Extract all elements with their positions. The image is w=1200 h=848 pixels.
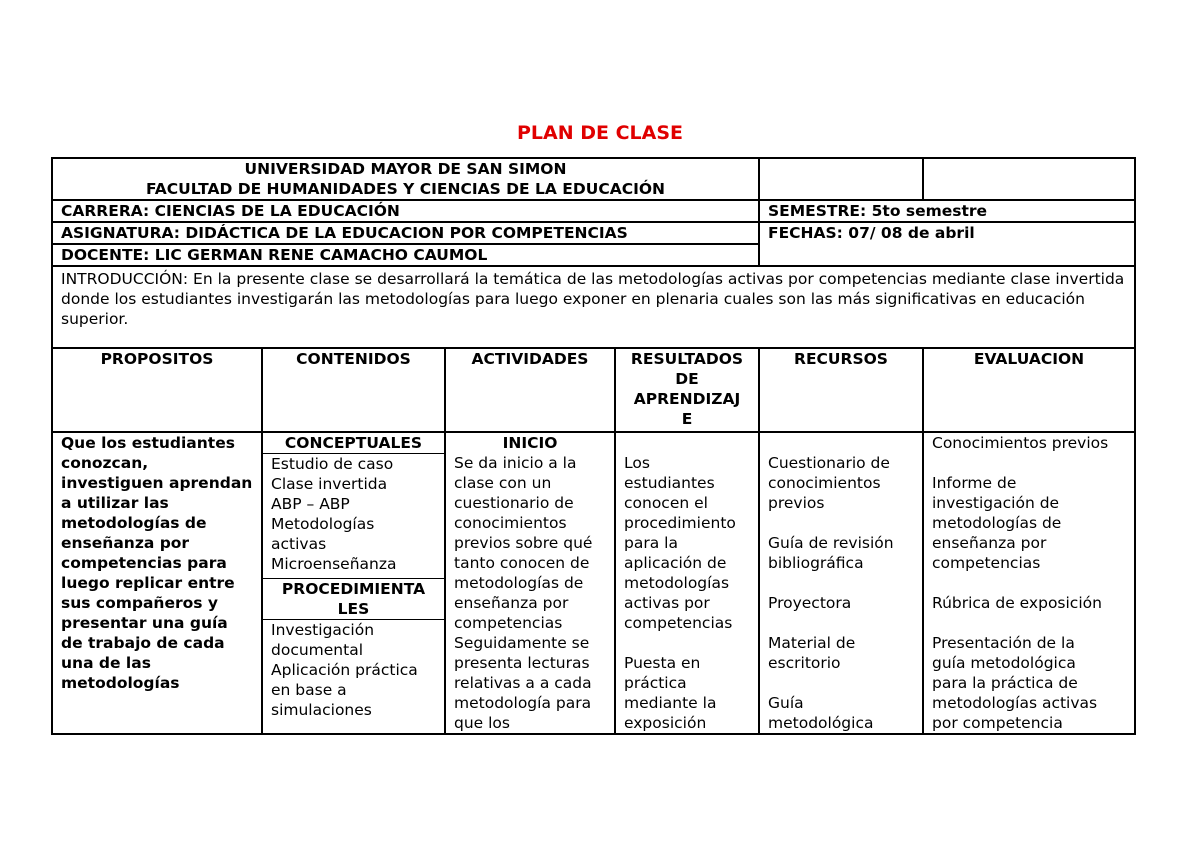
faculty-name: FACULTAD DE HUMANIDADES Y CIENCIAS DE LA EDUCACIÓN (146, 180, 665, 198)
career-cell: CARRERA: CIENCIAS DE LA EDUCACIÓN (52, 200, 759, 222)
conceptual-items: Estudio de caso Clase invertida ABP – ABP Metodologías activas Microenseñanza (263, 453, 444, 574)
lesson-plan-table (51, 157, 1136, 735)
document-title: PLAN DE CLASE (516, 122, 684, 144)
header-row-institution (52, 158, 1135, 200)
content-row (52, 432, 1135, 734)
introduction-cell: INTRODUCCIÓN: En la presente clase se desarrollará la temática de las metodologías activas por competencias mediante clase invertida donde los estudiantes investigarán las metodologías para luego exponer en plenaria cuales son las más significativas en educación superior. (52, 266, 1135, 348)
empty-cell-1 (759, 158, 923, 200)
col-header-propositos: PROPOSITOS (52, 348, 262, 432)
col-header-resultados: RESULTADOS DE APRENDIZAJ E (615, 348, 759, 432)
resultados-cell: Los estudiantes conocen el procedimiento para la aplicación de metodologías activas por competencias Puesta en práctica mediante la exposición (615, 432, 759, 734)
contenidos-cell (262, 432, 445, 734)
institution-cell (52, 158, 759, 200)
evaluacion-cell: Conocimientos previos Informe de investigación de metodologías de enseñanza por competencias Rúbrica de exposición Presentación de la guía metodológica para la práctica de metodologías activas por competencia (923, 432, 1135, 734)
header-row-subject (52, 222, 1135, 244)
column-header-row (52, 348, 1135, 432)
propositos-cell: Que los estudiantes conozcan, investiguen aprendan a utilizar las metodologías de enseñanza por competencias para luego replicar entre sus compañeros y presentar una guía de trabajo de cada una de las metodologías (52, 432, 262, 734)
university-name: UNIVERSIDAD MAYOR DE SAN SIMON (244, 160, 567, 178)
header-row-career (52, 200, 1135, 222)
semester-cell: SEMESTRE: 5to semestre (759, 200, 1135, 222)
procedural-title: PROCEDIMIENTA LES (263, 578, 444, 620)
introduction-row (52, 266, 1135, 348)
inicio-title: INICIO (502, 434, 558, 452)
col-header-contenidos: CONTENIDOS (262, 348, 445, 432)
dates-cell: FECHAS: 07/ 08 de abril (759, 222, 1135, 266)
col-header-evaluacion: EVALUACION (923, 348, 1135, 432)
col-header-actividades: ACTIVIDADES (445, 348, 615, 432)
procedural-items: Investigación documental Aplicación práctica en base a simulaciones (271, 621, 418, 719)
teacher-cell: DOCENTE: LIC GERMAN RENE CAMACHO CAUMOL (52, 244, 759, 266)
conceptual-title: CONCEPTUALES (284, 434, 423, 452)
recursos-cell: Cuestionario de conocimientos previos Guía de revisión bibliográfica Proyectora Material de escritorio Guía metodológica (759, 432, 923, 734)
actividades-cell (445, 432, 615, 734)
actividades-text: Se da inicio a la clase con un cuestionario de conocimientos previos sobre qué tanto conocen de metodologías de enseñanza por competencias Seguidamente se presenta lecturas relativas a a cada metodología para que los (454, 454, 593, 732)
empty-cell-2 (923, 158, 1135, 200)
col-header-recursos: RECURSOS (759, 348, 923, 432)
subject-cell: ASIGNATURA: DIDÁCTICA DE LA EDUCACION POR COMPETENCIAS (52, 222, 759, 244)
